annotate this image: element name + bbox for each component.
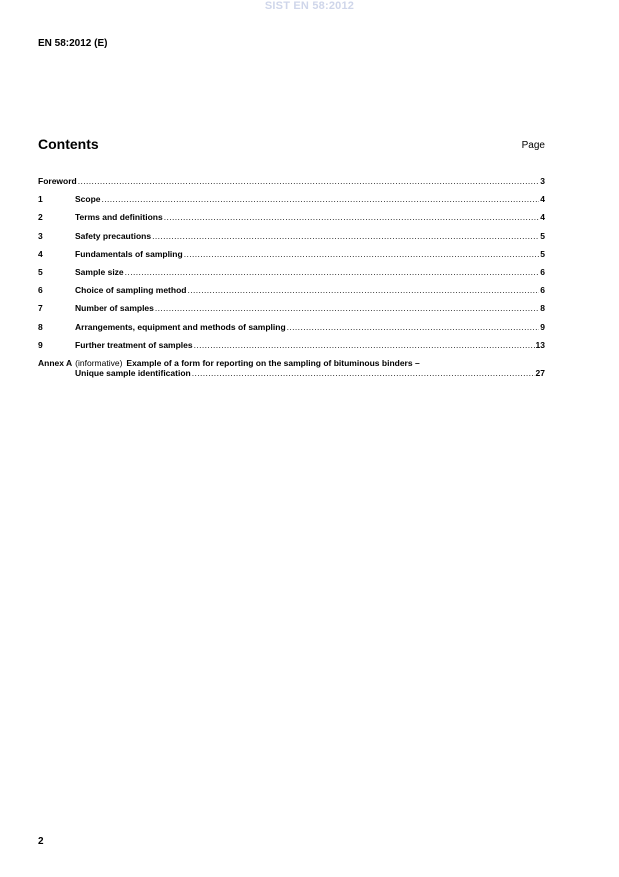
leader-dots (164, 212, 540, 222)
leader-dots (187, 285, 539, 295)
toc-entry-number: 6 (38, 285, 43, 296)
leader-dots (125, 267, 540, 277)
toc-entry-title: Scope (75, 194, 101, 205)
contents-heading: Contents (38, 136, 99, 152)
leader-dots (102, 194, 540, 204)
leader-dots (152, 231, 539, 241)
toc-entry-number: 1 (38, 194, 43, 205)
toc-entry-number: 8 (38, 321, 43, 332)
toc-entry-title: Fundamentals of sampling (75, 248, 183, 259)
toc-entry-title: Sample size (75, 266, 124, 277)
toc-entry-number: 3 (38, 230, 43, 241)
toc-entry-page: 9 (540, 321, 545, 332)
page-column-label: Page (521, 140, 545, 151)
toc-entry-page: 4 (540, 194, 545, 205)
toc-entry-safety-precautions[interactable] (38, 231, 545, 249)
annex-title-line2: Unique sample identification (75, 367, 191, 378)
toc-entry-title: Foreword (38, 176, 77, 186)
toc-entry-foreword[interactable] (38, 176, 545, 194)
toc-entry-page: 13 (535, 339, 545, 350)
toc-entry-page: 27 (535, 367, 545, 378)
leader-dots (184, 249, 540, 259)
annex-title-line1: Example of a form for reporting on the sampling of bituminous binders – (126, 357, 420, 368)
toc-entry-page: 4 (540, 212, 545, 223)
toc-entry-number: 7 (38, 303, 43, 314)
annex-prefix: Annex A (38, 357, 73, 368)
leader-dots (78, 176, 540, 186)
toc-entry-page: 5 (540, 230, 545, 241)
toc-entry-number-of-samples[interactable] (38, 303, 545, 321)
toc-entry-title: Terms and definitions (75, 212, 163, 223)
toc-entry-title: Number of samples (75, 303, 154, 314)
toc-entry-page: 6 (540, 285, 545, 296)
toc-entry-number: 5 (38, 266, 43, 277)
toc-entry-arrangements-equipment-methods[interactable] (38, 322, 545, 340)
leader-dots (192, 368, 535, 378)
toc-entry-fundamentals-of-sampling[interactable] (38, 249, 545, 267)
toc-entry-further-treatment-of-samples[interactable] (38, 340, 545, 358)
toc-entry-annex-a[interactable] (38, 358, 545, 378)
toc-entry-terms-and-definitions[interactable] (38, 212, 545, 230)
toc-entry-page: 6 (540, 266, 545, 277)
page-number: 2 (38, 836, 44, 847)
watermark: SIST EN 58:2012 (264, 0, 355, 12)
document-id: EN 58:2012 (E) (38, 38, 108, 49)
toc-entry-number: 9 (38, 339, 43, 350)
table-of-contents (38, 176, 545, 378)
toc-entry-number: 2 (38, 212, 43, 223)
toc-entry-title: Safety precautions (75, 230, 152, 241)
toc-entry-title: Further treatment of samples (75, 339, 193, 350)
leader-dots (194, 340, 535, 350)
leader-dots (287, 322, 540, 332)
leader-dots (155, 303, 539, 313)
toc-entry-sample-size[interactable] (38, 267, 545, 285)
toc-entry-page: 5 (540, 248, 545, 259)
toc-entry-page: 8 (540, 303, 545, 314)
annex-informative-label: (informative) (75, 357, 123, 368)
toc-entry-number: 4 (38, 248, 43, 259)
toc-entry-scope[interactable] (38, 194, 545, 212)
toc-entry-page: 3 (540, 176, 545, 186)
toc-entry-choice-of-sampling-method[interactable] (38, 285, 545, 303)
toc-entry-title: Arrangements, equipment and methods of sampling (75, 321, 286, 332)
toc-entry-title: Choice of sampling method (75, 285, 187, 296)
